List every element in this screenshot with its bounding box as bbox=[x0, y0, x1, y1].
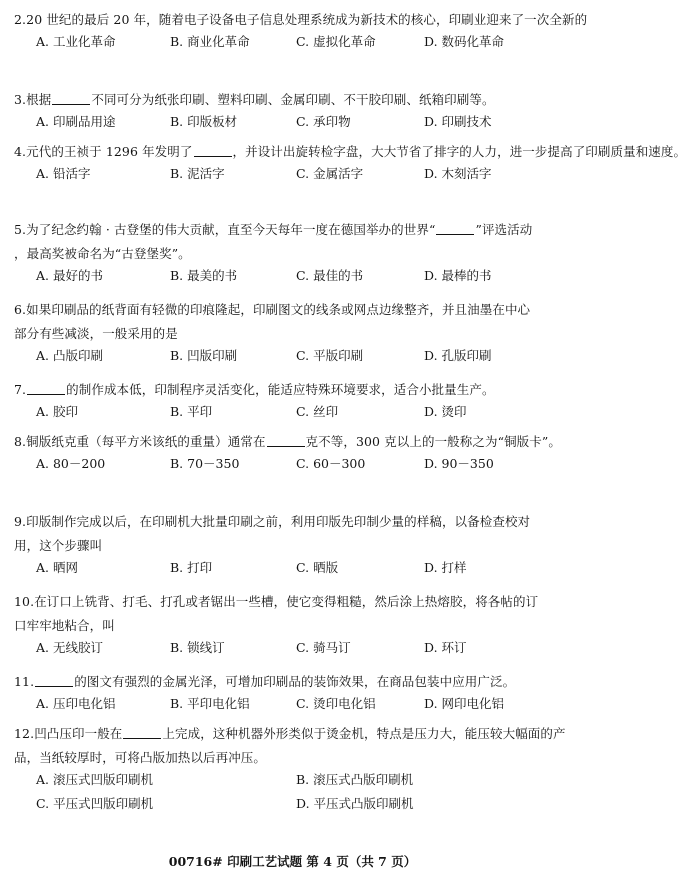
question-number: 4. bbox=[14, 144, 27, 159]
question-text: ，最高奖被命名为“古登堡奖”。 bbox=[14, 246, 191, 261]
option-d[interactable]: D. 打样 bbox=[424, 560, 467, 575]
question-text: 如果印刷品的纸背面有轻微的印痕隆起，印刷图文的线条或网点边缘整齐，并且油墨在中心 bbox=[26, 302, 531, 317]
option-d[interactable]: D. 90－350 bbox=[424, 456, 494, 471]
question-11 bbox=[14, 670, 574, 716]
question-number: 7. bbox=[14, 382, 27, 397]
options-row bbox=[14, 454, 574, 476]
options-row bbox=[14, 694, 574, 716]
option-b[interactable]: B. 打印 bbox=[170, 560, 213, 575]
option-b[interactable]: B. 商业化革命 bbox=[170, 34, 250, 49]
question-text: 上完成，这种机器外形类似于烫金机，特点是压力大，能压较大幅面的产 bbox=[162, 726, 566, 741]
question-number: 8. bbox=[14, 434, 27, 449]
answer-blank bbox=[52, 92, 90, 105]
option-b[interactable]: B. 泥活字 bbox=[170, 166, 225, 181]
option-b[interactable]: B. 锁线订 bbox=[170, 640, 225, 655]
option-b[interactable]: B. 平印电化铝 bbox=[170, 696, 250, 711]
option-c[interactable]: C. 烫印电化铝 bbox=[296, 696, 376, 711]
option-b[interactable]: B. 凹版印刷 bbox=[170, 348, 238, 363]
option-d[interactable]: D. 环订 bbox=[424, 640, 467, 655]
option-c[interactable]: C. 虚拟化革命 bbox=[296, 34, 376, 49]
option-c[interactable]: C. 最佳的书 bbox=[296, 268, 364, 283]
option-c[interactable]: C. 平压式凹版印刷机 bbox=[36, 796, 154, 811]
question-text: 在订口上铣背、打毛、打孔或者锯出一些槽，使它变得粗糙，然后涂上热熔胶，将各帖的订 bbox=[34, 594, 539, 609]
question-number: 3. bbox=[14, 92, 27, 107]
question-5 bbox=[14, 218, 574, 288]
option-a[interactable]: A. 铅活字 bbox=[36, 166, 91, 181]
option-d[interactable]: D. 数码化革命 bbox=[424, 34, 505, 49]
options-row bbox=[14, 638, 574, 660]
question-number: 9. bbox=[14, 514, 27, 529]
options-row bbox=[14, 112, 574, 134]
option-c[interactable]: C. 晒版 bbox=[296, 560, 339, 575]
option-a[interactable]: A. 晒网 bbox=[36, 560, 78, 575]
answer-blank bbox=[35, 674, 73, 687]
question-6 bbox=[14, 298, 574, 368]
option-c[interactable]: C. 金属活字 bbox=[296, 166, 364, 181]
option-a[interactable]: A. 滚压式凹版印刷机 bbox=[36, 772, 153, 787]
option-c[interactable]: C. 丝印 bbox=[296, 404, 339, 419]
question-text: 元代的王祯于 1296 年发明了 bbox=[26, 144, 193, 159]
question-text: 品，当纸较厚时，可将凸版加热以后再冲压。 bbox=[14, 750, 267, 765]
option-d[interactable]: D. 孔版印刷 bbox=[424, 348, 492, 363]
option-a[interactable]: A. 最好的书 bbox=[36, 268, 103, 283]
question-3 bbox=[14, 88, 574, 134]
question-text: 的制作成本低，印制程序灵活变化，能适应特殊环境要求，适合小批量生产。 bbox=[66, 382, 495, 397]
question-text: ，并设计出旋转检字盘，大大节省了排字的人力，进一步提高了印刷质量和速度。 bbox=[232, 144, 686, 159]
question-text: 用，这个步骤叫 bbox=[14, 538, 103, 553]
question-text: 凹凸压印一般在 bbox=[34, 726, 123, 741]
question-number: 11. bbox=[14, 674, 35, 689]
question-text: 为了纪念约翰 · 古登堡的伟大贡献，直至今天每年一度在德国举办的世界“ bbox=[26, 222, 436, 237]
options-row bbox=[14, 770, 574, 816]
option-d[interactable]: D. 印刷技术 bbox=[424, 114, 492, 129]
question-9 bbox=[14, 510, 574, 580]
options-row bbox=[14, 558, 574, 580]
question-text: 的图文有强烈的金属光泽，可增加印刷品的装饰效果，在商品包装中应用广泛。 bbox=[74, 674, 516, 689]
option-a[interactable]: A. 压印电化铝 bbox=[36, 696, 116, 711]
question-2 bbox=[14, 8, 588, 54]
question-4 bbox=[14, 140, 686, 186]
question-7 bbox=[14, 378, 574, 424]
question-text: 根据 bbox=[26, 92, 52, 107]
options-row bbox=[14, 32, 574, 54]
option-c[interactable]: C. 平版印刷 bbox=[296, 348, 364, 363]
option-c[interactable]: C. 60－300 bbox=[296, 456, 366, 471]
question-number: 2. bbox=[14, 12, 27, 27]
question-text: 部分有些减淡，一般采用的是 bbox=[14, 326, 178, 341]
option-a[interactable]: A. 印刷品用途 bbox=[36, 114, 116, 129]
option-a[interactable]: A. 80－200 bbox=[36, 456, 106, 471]
question-text: 铜版纸克重（每平方米该纸的重量）通常在 bbox=[26, 434, 266, 449]
option-a[interactable]: A. 工业化革命 bbox=[36, 34, 116, 49]
option-c[interactable]: C. 承印物 bbox=[296, 114, 351, 129]
option-a[interactable]: A. 无线胶订 bbox=[36, 640, 103, 655]
question-number: 6. bbox=[14, 302, 27, 317]
question-text: 印版制作完成以后，在印刷机大批量印刷之前，利用印版先印制少量的样稿，以备检查校对 bbox=[26, 514, 531, 529]
answer-blank bbox=[27, 382, 65, 395]
option-d[interactable]: D. 木刻活字 bbox=[424, 166, 492, 181]
question-12 bbox=[14, 722, 574, 816]
answer-blank bbox=[123, 726, 161, 739]
question-number: 10. bbox=[14, 594, 35, 609]
question-text: 克不等，300 克以上的一般称之为“铜版卡”。 bbox=[305, 434, 561, 449]
question-number: 5. bbox=[14, 222, 27, 237]
options-row bbox=[14, 402, 574, 424]
question-number: 12. bbox=[14, 726, 35, 741]
option-c[interactable]: C. 骑马订 bbox=[296, 640, 351, 655]
option-a[interactable]: A. 凸版印刷 bbox=[36, 348, 103, 363]
option-b[interactable]: B. 滚压式凸版印刷机 bbox=[296, 772, 414, 787]
option-b[interactable]: B. 平印 bbox=[170, 404, 213, 419]
answer-blank bbox=[194, 144, 232, 157]
answer-blank bbox=[436, 222, 474, 235]
options-row bbox=[14, 266, 574, 288]
page-footer: 00716# 印刷工艺试题 第 4 页（共 7 页） bbox=[168, 854, 417, 869]
option-d[interactable]: D. 网印电化铝 bbox=[424, 696, 505, 711]
option-d[interactable]: D. 最棒的书 bbox=[424, 268, 492, 283]
question-text: ”评选活动 bbox=[475, 222, 533, 237]
option-a[interactable]: A. 胶印 bbox=[36, 404, 78, 419]
option-b[interactable]: B. 70－350 bbox=[170, 456, 240, 471]
question-10 bbox=[14, 590, 574, 660]
option-b[interactable]: B. 最美的书 bbox=[170, 268, 238, 283]
question-text: 20 世纪的最后 20 年，随着电子设备电子信息处理系统成为新技术的核心，印刷业迎来了一次全新的 bbox=[26, 12, 588, 27]
question-text: 口牢牢地粘合，叫 bbox=[14, 618, 115, 633]
question-8 bbox=[14, 430, 574, 476]
options-row bbox=[14, 346, 574, 368]
answer-blank bbox=[267, 434, 305, 447]
option-d[interactable]: D. 平压式凸版印刷机 bbox=[296, 796, 414, 811]
options-row bbox=[14, 164, 574, 186]
option-b[interactable]: B. 印版板材 bbox=[170, 114, 238, 129]
question-text: 不同可分为纸张印刷、塑料印刷、金属印刷、不干胶印刷、纸箱印刷等。 bbox=[91, 92, 495, 107]
option-d[interactable]: D. 烫印 bbox=[424, 404, 467, 419]
